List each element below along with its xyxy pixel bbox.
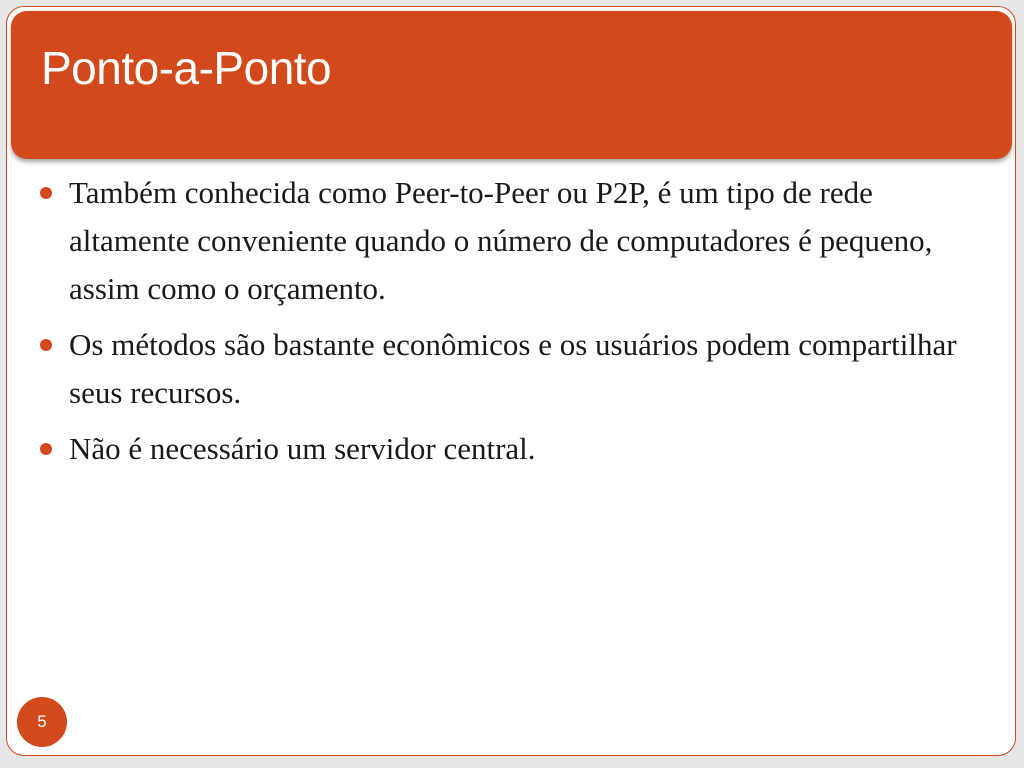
bullet-text: Não é necessário um servidor central. bbox=[69, 431, 536, 466]
bullet-dot-icon bbox=[40, 443, 52, 455]
bullet-item bbox=[35, 425, 995, 473]
bullet-dot-icon bbox=[40, 187, 52, 199]
page-number-badge bbox=[17, 697, 67, 747]
bullet-text: Os métodos são bastante econômicos e os usuários podem compartilhar seus recursos. bbox=[69, 327, 957, 410]
bullet-item bbox=[35, 169, 995, 313]
bullet-dot-icon bbox=[40, 339, 52, 351]
page-number: 5 bbox=[37, 712, 47, 731]
slide-title: Ponto-a-Ponto bbox=[41, 42, 332, 94]
bullet-text: Também conhecida como Peer-to-Peer ou P2P, é um tipo de rede altamente conveniente quando o número de computadores é pequeno, assim como o orçamento. bbox=[69, 175, 933, 306]
title-bar bbox=[11, 11, 1012, 159]
bullet-list bbox=[35, 169, 995, 481]
bullet-item bbox=[35, 321, 995, 417]
slide bbox=[6, 6, 1016, 756]
